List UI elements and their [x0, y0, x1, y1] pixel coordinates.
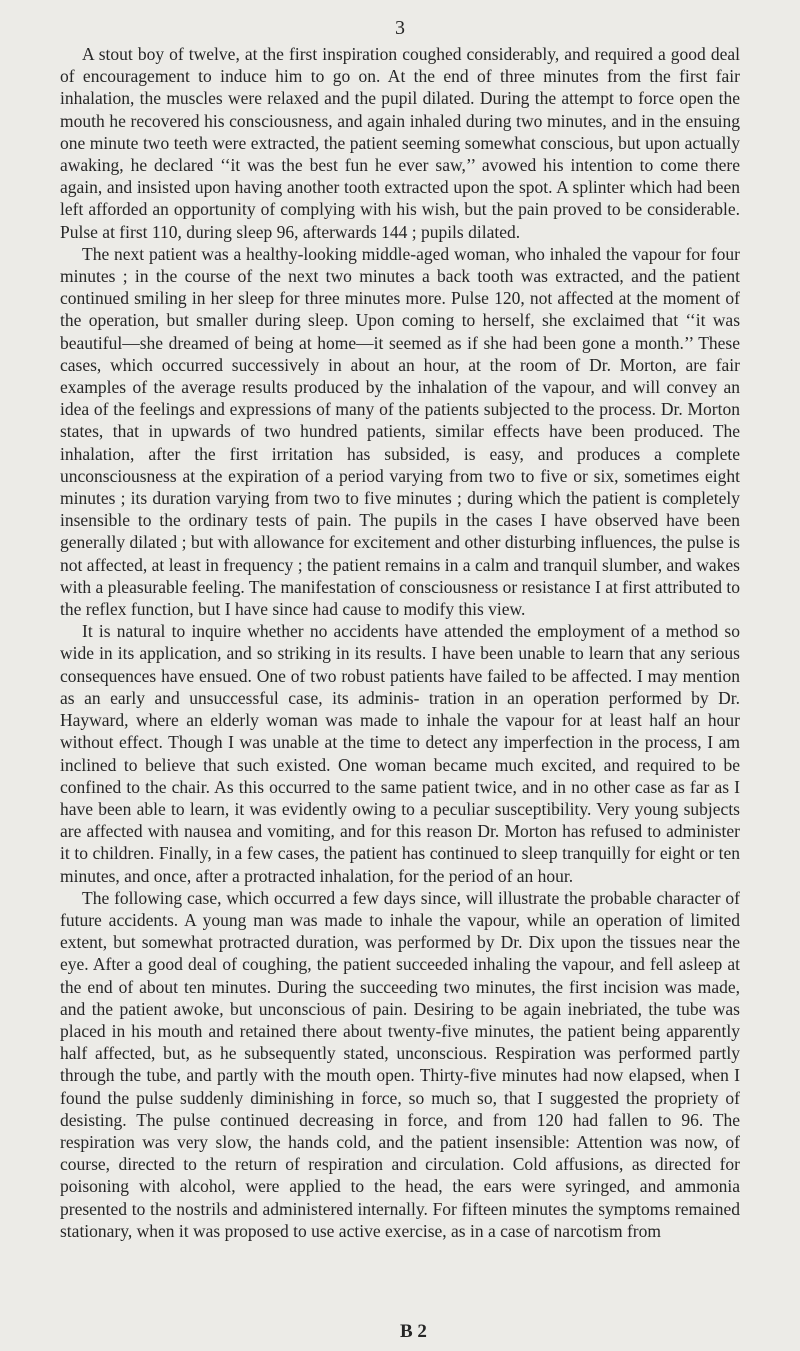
paragraph: It is natural to inquire whether no accidents have attended the employment of a method so wide in its application, and so striking in its results. I have been unable to learn that any serious consequences have ensued. One of two robust patients have failed to be affected. I may mention as an early and unsuccessful case, its adminis- tration in an operation performed by Dr. Hayward, where an elderly woman was made to inhale the vapour for at least half an hour without effect. Though I was unable at the time to detect any imperfection in the process, I am inclined to believe that such existed. One woman became much excited, and required to be confined to the chair. As this occurred to the same patient twice, and in no other case as far as I have been able to learn, it was evidently owing to a peculiar susceptibility. Very young subjects are affected with nausea and vomiting, and for this reason Dr. Morton has refused to administer it to children. Finally, in a few cases, the patient has continued to sleep tranquilly for eight or ten minutes, and once, after a protracted inhalation, for the period of an hour.: [60, 621, 740, 886]
paragraph: The next patient was a healthy-looking middle-aged woman, who inhaled the vapour for four minutes ; in the course of the next two minutes a back tooth was extracted, and the patient continued smiling in her sleep for three minutes more. Pulse 120, not affected at the moment of the operation, but smaller during sleep. Upon coming to herself, she exclaimed that ‘‘it was beautiful—she dreamed of being at home—it seemed as if she had been gone a month.’’ These cases, which occurred successively in about an hour, at the room of Dr. Morton, are fair examples of the average results produced by the inhalation of the vapour, and will convey an idea of the feelings and expressions of many of the patients subjected to the process. Dr. Morton states, that in upwards of two hundred patients, similar effects have been produced. The inhalation, after the first irritation has subsided, is easy, and produces a complete unconsciousness at the expiration of a period varying from two to five or six, sometimes eight minutes ; its duration varying from two to five minutes ; during which the patient is completely insensible to the ordinary tests of pain. The pupils in the cases I have observed have been generally dilated ; but with allowance for excitement and other disturbing influences, the pulse is not affected, at least in frequency ; the patient remains in a calm and tranquil slumber, and wakes with a pleasurable feeling. The manifestation of consciousness or resistance I at first attributed to the reflex function, but I have since had cause to modify this view.: [60, 243, 740, 620]
body-text: [60, 43, 740, 1242]
paragraph: The following case, which occurred a few days since, will illustrate the probable character of future accidents. A young man was made to inhale the vapour, while an operation of limited extent, but somewhat protracted duration, was performed by Dr. Dix upon the tissues near the eye. After a good deal of coughing, the patient succeeded inhaling the vapour, and fell asleep at the end of about ten minutes. During the succeeding two minutes, the first incision was made, and the patient awoke, but unconscious of pain. Desiring to be again inebriated, the tube was placed in his mouth and retained there about twenty-five minutes, the patient being apparently half affected, but, as he subsequently stated, unconscious. Respiration was performed partly through the tube, and partly with the mouth open. Thirty-five minutes had now elapsed, when I found the pulse suddenly diminishing in force, so much so, that I suggested the propriety of desisting. The pulse continued decreasing in force, and from 120 had fallen to 96. The respiration was very slow, the hands cold, and the patient insensible: Attention was now, of course, directed to the return of respiration and circulation. Cold affusions, as directed for poisoning with alcohol, were applied to the head, the ears were syringed, and ammonia presented to the nostrils and administered internally. For fifteen minutes the symptoms remained stationary, when it was proposed to use active exercise, as in a case of narcotism from: [60, 887, 740, 1241]
paragraph: A stout boy of twelve, at the first inspiration coughed considerably, and required a good deal of encouragement to induce him to go on. At the end of three minutes from the first fair inhalation, the muscles were relaxed and the pupil dilated. During the attempt to force open the mouth he recovered his consciousness, and again inhaled during two minutes, and in the ensuing one minute two teeth were extracted, the patient seeming somewhat conscious, but upon actually awaking, he declared ‘‘it was the best fun he ever saw,’’ avowed his intention to come there again, and insisted upon having another tooth extracted upon the spot. A splinter which had been left afforded an opportunity of complying with his wish, but the pain proved to be considerable. Pulse at first 110, during sleep 96, afterwards 144 ; pupils dilated.: [60, 44, 740, 242]
page-number: 3: [395, 17, 405, 39]
signature-mark: B 2: [400, 1321, 427, 1342]
